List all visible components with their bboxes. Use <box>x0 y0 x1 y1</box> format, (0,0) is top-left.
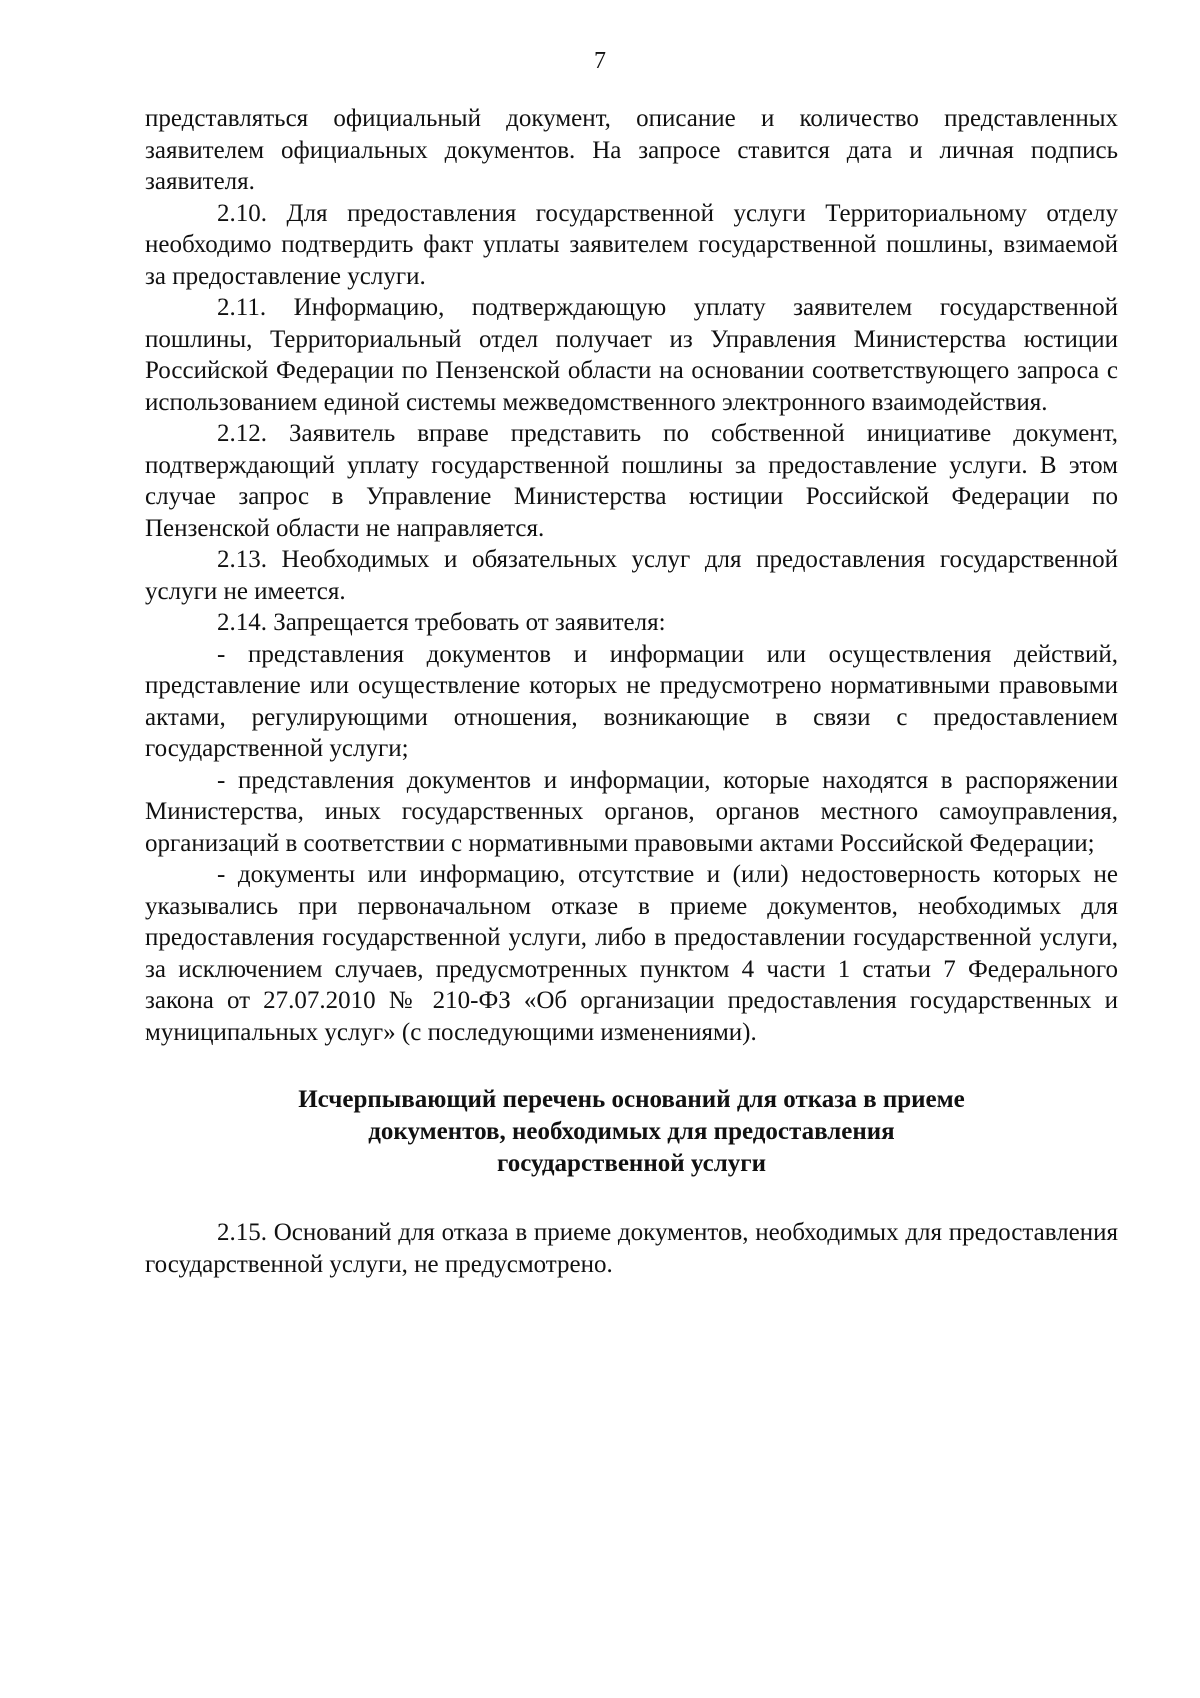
paragraph-2-14-item-2: - представления документов и информации, которые находятся в распоряжении Министерства, иных государственных органов, органов местного самоуправления, организаций в соответствии с нормативными правовыми актами Российской Федерации; <box>145 766 1118 857</box>
section-heading-line-1: Исчерпывающий перечень оснований для отказа в приеме <box>298 1086 965 1113</box>
paragraph-2-12: 2.12. Заявитель вправе представить по собственной инициативе документ, подтверждающий уплату государственной пошлины за предоставление услуги. В этом случае запрос в Управление Министерства юстиции Российской Федерации по Пензенской области не направляется. <box>145 420 1118 542</box>
page-content <box>145 103 1118 1280</box>
paragraph-2-14: 2.14. Запрещается требовать от заявителя: <box>217 609 666 636</box>
section-heading-line-3: государственной услуги <box>496 1150 767 1177</box>
page-number: 7 <box>594 48 606 74</box>
paragraph-2-15: 2.15. Оснований для отказа в приеме документов, необходимых для предоставления государственной услуги, не предусмотрено. <box>145 1219 1118 1278</box>
paragraph-2-13: 2.13. Необходимых и обязательных услуг для предоставления государственной услуги не имеется. <box>145 546 1118 605</box>
paragraph-continuation: представляться официальный документ, описание и количество представленных заявителем официальных документов. На запросе ставится дата и личная подпись заявителя. <box>145 105 1118 195</box>
paragraph-2-11: 2.11. Информацию, подтверждающую уплату заявителем государственной пошлины, Территориальный отдел получает из Управления Министерства юстиции Российской Федерации по Пензенской области на основании соответствующего запроса с использованием единой системы межведомственного электронного взаимодействия. <box>145 294 1118 416</box>
section-heading-line-2: документов, необходимых для предоставления <box>368 1118 895 1145</box>
paragraph-2-14-item-1: - представления документов и информации или осуществления действий, представление или осуществление которых не предусмотрено нормативными правовыми актами, регулирующими отношения, возникающие в связи с предоставлением государственной услуги; <box>145 640 1118 762</box>
paragraph-2-14-item-3: - документы или информацию, отсутствие и (или) недостоверность которых не указывались при первоначальном отказе в приеме документов, необходимых для предоставления государственной услуги, либо в предоставлении государственной услуги, за исключением случаев, предусмотренных пунктом 4 части 1 статьи 7 Федерального закона от 27.07.2010 № 210-ФЗ «Об организации предоставления государственных и муниципальных услуг» (с последующими изменениями). <box>145 861 1118 1046</box>
section-heading <box>145 1084 1118 1180</box>
paragraph-2-10: 2.10. Для предоставления государственной услуги Территориальному отделу необходимо подтвердить факт уплаты заявителем государственной пошлины, взимаемой за предоставление услуги. <box>145 199 1118 290</box>
